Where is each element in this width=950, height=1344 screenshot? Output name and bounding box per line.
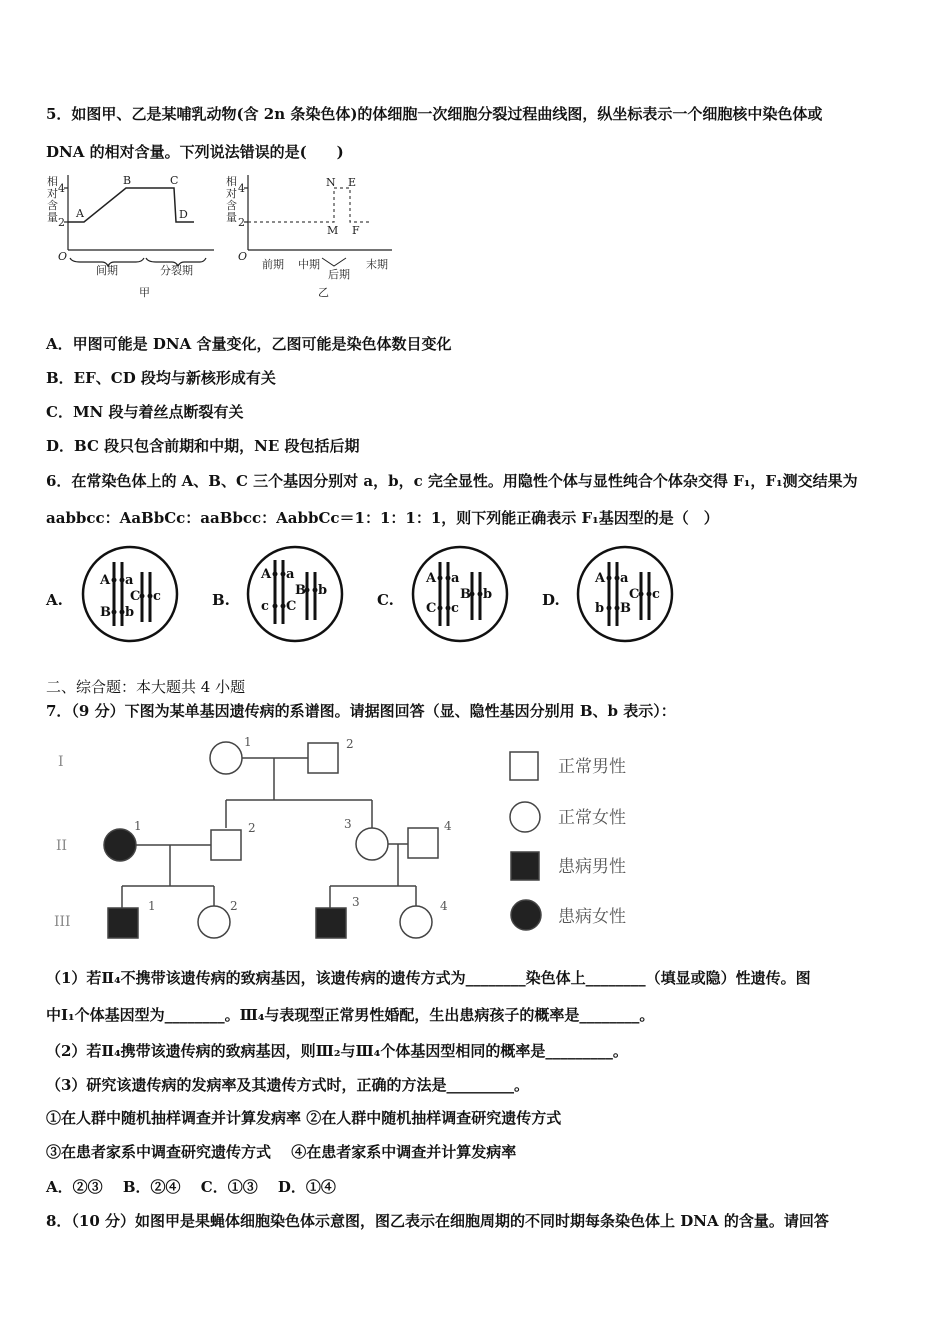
jia-point-a: A	[76, 207, 84, 220]
yi-xlabel-telophase: 末期	[366, 258, 388, 271]
cell-a-gene-4: b	[125, 605, 135, 620]
yi-ylabel-4: 量	[226, 211, 237, 224]
num-ii2: 2	[248, 821, 256, 835]
jia-ylabel-3: 含	[47, 199, 58, 212]
q6-label-d: D.	[542, 591, 560, 609]
q7-part2: （2）若Ⅱ₄携带该遗传病的致病基因，则Ⅲ₂与Ⅲ₄个体基因型相同的概率是_________。	[46, 1042, 628, 1060]
cell-d-gene-1: A	[595, 571, 606, 586]
jia-tick-2: 2	[58, 216, 65, 229]
jia-origin: O	[58, 250, 68, 263]
legend-normal-male: 正常男性	[558, 757, 626, 777]
legend-affected-female-symbol	[511, 900, 541, 930]
num-iii2: 2	[230, 899, 238, 913]
q6-label-a: A.	[46, 591, 63, 609]
yi-tick-2: 2	[238, 216, 245, 229]
legend-affected-female: 患病女性	[558, 907, 626, 927]
legend-affected-male: 患病男性	[558, 857, 626, 877]
jia-point-d: D	[179, 208, 188, 221]
q7-method-line1: ①在人群中随机抽样调查并计算发病率 ②在人群中随机抽样调查研究遗传方式	[46, 1109, 562, 1127]
legend-normal-female: 正常女性	[558, 808, 626, 828]
cell-c-gene-1: A	[426, 571, 437, 586]
person-iii2	[198, 906, 230, 938]
num-iii1: 1	[148, 899, 156, 913]
q7-part1-line2: 中Ⅰ₁个体基因型为________。Ⅲ₄与表现型正常男性婚配，生出患病孩子的概率是________。	[46, 1006, 655, 1024]
person-iii4	[400, 906, 432, 938]
cell-d-gene-3: b	[595, 601, 605, 616]
q7-options: A．②③ B．②④ C．①③ D．①④	[46, 1178, 336, 1196]
person-ii4	[408, 828, 438, 858]
num-ii4: 4	[444, 819, 452, 833]
q5-option-c: C．MN 段与着丝点断裂有关	[46, 403, 244, 421]
yi-curve	[248, 188, 372, 222]
num-ii1: 1	[134, 819, 142, 833]
yi-ylabel-1: 相	[226, 175, 237, 188]
q6-label-b: B.	[212, 591, 230, 609]
yi-tick-4: 4	[238, 182, 245, 195]
cell-b-gene-3: c	[261, 599, 269, 614]
q5-chart-jia	[44, 170, 224, 302]
jia-caption: 甲	[139, 286, 150, 299]
yi-origin: O	[238, 250, 248, 263]
num-iii3: 3	[352, 895, 360, 909]
cell-c-gene-3: C	[426, 601, 437, 616]
cell-d-gene-4: B	[620, 601, 631, 616]
num-ii3: 3	[344, 817, 352, 831]
cell-c-gene-5: B	[460, 587, 471, 602]
cell-c-gene-2: a	[451, 571, 460, 586]
yi-xlabel-anaphase: 后期	[328, 268, 350, 281]
cell-b	[248, 547, 342, 641]
cell-a-gene-5: C	[130, 589, 141, 604]
cell-a-gene-3: B	[100, 605, 111, 620]
jia-point-b: B	[123, 174, 132, 187]
q5-option-b: B．EF、CD 段均与新核形成有关	[46, 369, 276, 387]
q7-part3: （3）研究该遗传病的发病率及其遗传方式时，正确的方法是_________。	[46, 1076, 529, 1094]
cell-b-gene-4: C	[286, 599, 297, 614]
person-iii3	[316, 908, 346, 938]
yi-point-f: F	[352, 224, 360, 237]
jia-ylabel-4: 量	[47, 211, 58, 224]
yi-xlabel-prophase: 前期	[262, 258, 284, 271]
cell-b-gene-5: B	[295, 583, 306, 598]
jia-point-c: C	[170, 174, 179, 187]
person-i2	[308, 743, 338, 773]
gen-label-ii: II	[56, 838, 68, 854]
cell-c-gene-4: c	[451, 601, 459, 616]
num-iii4: 4	[440, 899, 448, 913]
cell-d-gene-2: a	[620, 571, 629, 586]
jia-ylabel-2: 对	[47, 187, 58, 200]
q6-stem-line2: aabbcc：AaBbCc：aaBbcc：AabbCc＝1：1：1：1，则下列能正确表示 F₁基因型的是（ ）	[46, 509, 719, 527]
person-ii3	[356, 828, 388, 860]
q7-part1-line1: （1）若Ⅱ₄不携带该遗传病的致病基因，该遗传病的遗传方式为________染色体上________（填显或隐）性遗传。图	[46, 969, 811, 987]
person-ii2	[211, 830, 241, 860]
q6-label-c: C.	[377, 591, 394, 609]
q7-stem: 7．（9 分）下图为某单基因遗传病的系谱图。请据图回答（显、隐性基因分别用 B、b 表示）：	[46, 702, 676, 720]
cell-b-gene-6: b	[318, 583, 328, 598]
num-i1: 1	[244, 735, 252, 749]
q7-method-line2: ③在患者家系中调查研究遗传方式 ④在患者家系中调查并计算发病率	[46, 1143, 517, 1161]
person-ii1	[104, 829, 136, 861]
section-heading: 二、综合题：本大题共 4 小题	[46, 678, 246, 696]
jia-xlabel-interphase: 间期	[96, 264, 118, 277]
cell-a-gene-1: A	[100, 573, 111, 588]
legend-normal-female-symbol	[510, 802, 540, 832]
q5-stem-line1: 5．如图甲、乙是某哺乳动物(含 2n 条染色体)的体细胞一次细胞分裂过程曲线图，纵坐标表示一个细胞核中染色体或	[46, 105, 823, 123]
cell-d-gene-5: C	[629, 587, 640, 602]
cell-c	[413, 547, 507, 641]
legend-normal-male-symbol	[510, 752, 538, 780]
cell-c-gene-6: b	[483, 587, 493, 602]
gen-label-i: I	[58, 754, 64, 770]
q5-option-a: A．甲图可能是 DNA 含量变化，乙图可能是染色体数目变化	[46, 335, 452, 353]
yi-caption: 乙	[318, 286, 329, 299]
num-i2: 2	[346, 737, 354, 751]
yi-point-m: M	[327, 224, 339, 237]
q5-stem-line2: DNA 的相对含量。下列说法错误的是( )	[46, 143, 344, 161]
jia-xlabel-division: 分裂期	[160, 264, 193, 277]
cell-a-gene-6: c	[153, 589, 161, 604]
q6-stem-line1: 6．在常染色体上的 A、B、C 三个基因分别对 a，b，c 完全显性。用隐性个体与显性纯合个体杂交得 F₁，F₁测交结果为	[46, 472, 858, 490]
cell-a-gene-2: a	[125, 573, 134, 588]
legend-affected-male-symbol	[511, 852, 539, 880]
cell-b-gene-2: a	[286, 567, 295, 582]
yi-xlabel-metaphase: 中期	[298, 258, 320, 271]
q6-cell-options	[40, 540, 700, 650]
q5-chart-yi	[220, 170, 400, 302]
jia-tick-4: 4	[58, 182, 65, 195]
person-i1	[210, 742, 242, 774]
cell-d-gene-6: c	[652, 587, 660, 602]
cell-d	[578, 547, 672, 641]
q5-option-d: D．BC 段只包含前期和中期，NE 段包括后期	[46, 437, 360, 455]
person-iii1	[108, 908, 138, 938]
q7-pedigree	[44, 728, 684, 948]
q8-stem: 8．（10 分）如图甲是果蝇体细胞染色体示意图，图乙表示在细胞周期的不同时期每条染色体上 DNA 的含量。请回答	[46, 1212, 829, 1230]
yi-ylabel-3: 含	[226, 199, 237, 212]
yi-ylabel-2: 对	[226, 187, 237, 200]
yi-point-e: E	[348, 176, 357, 189]
yi-point-n: N	[326, 176, 336, 189]
gen-label-iii: III	[54, 914, 71, 930]
jia-ylabel-1: 相	[47, 175, 58, 188]
jia-curve	[68, 188, 194, 222]
cell-a	[83, 547, 177, 641]
cell-b-gene-1: A	[261, 567, 272, 582]
